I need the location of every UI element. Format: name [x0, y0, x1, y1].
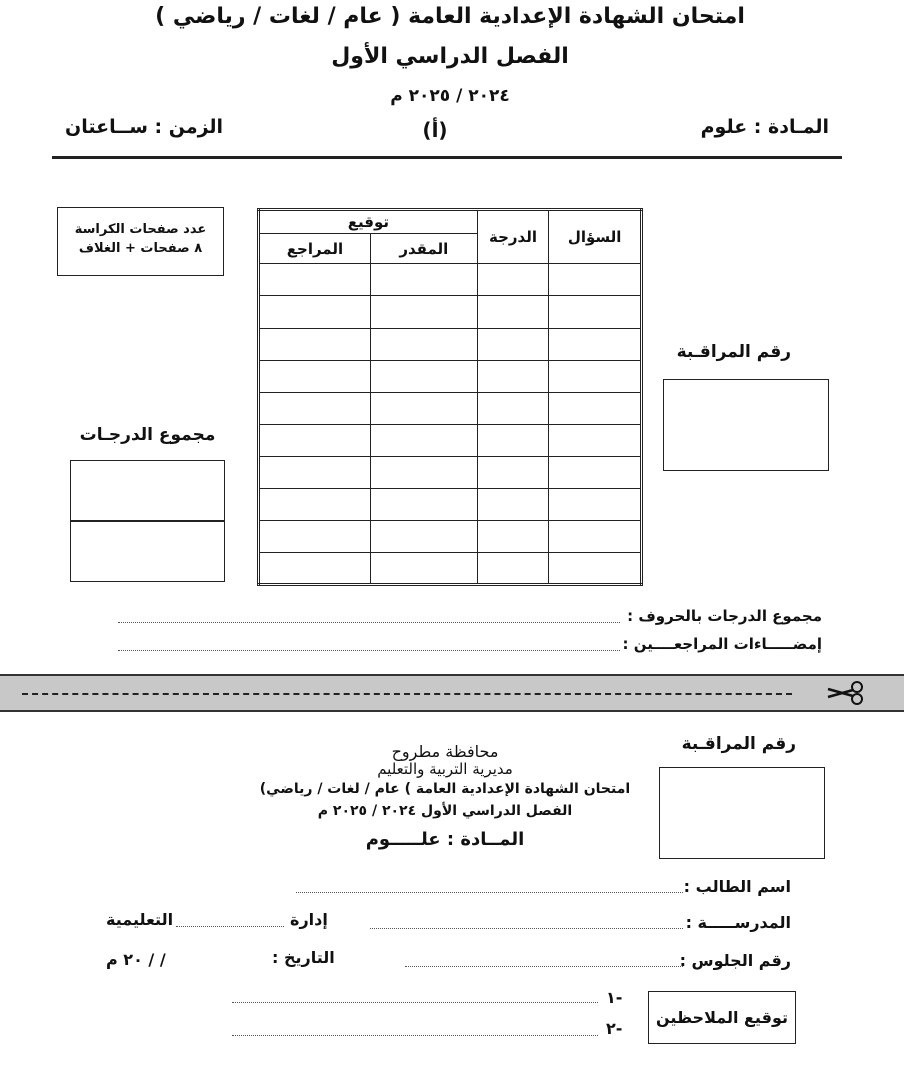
question-cell[interactable]: [549, 328, 642, 360]
pages-count-line2: ٨ صفحات + الغلاف: [78, 241, 203, 256]
question-cell[interactable]: [549, 456, 642, 488]
exam-title-2: امتحان الشهادة الإعدادية العامة ) عام / لغات / رياضي): [259, 781, 631, 797]
grades-table-body: [259, 264, 642, 585]
assessor-cell[interactable]: [370, 456, 477, 488]
governorate-name: محافظة مطروح: [391, 742, 499, 761]
exam-model: (أ): [422, 118, 448, 142]
exam-title: امتحان الشهادة الإعدادية العامة ( عام / لغات / رياضي ): [155, 4, 745, 29]
term-title: الفصل الدراسي الأول: [331, 44, 569, 69]
grade-cell[interactable]: [477, 520, 549, 552]
observer-line-1-field[interactable]: [232, 1002, 598, 1003]
col-assessor-header: المقدر: [370, 234, 477, 264]
term-title-2: الفصل الدراسي الأول ٢٠٢٤ / ٢٠٢٥ م: [317, 803, 573, 819]
question-cell[interactable]: [549, 552, 642, 584]
reviewer-cell[interactable]: [259, 488, 371, 520]
observer-number-box[interactable]: [663, 379, 829, 471]
grades-table: [257, 208, 643, 586]
assessor-cell[interactable]: [370, 360, 477, 392]
school-label: المدرســـــة :: [685, 913, 791, 932]
grades-row: [259, 456, 642, 488]
grades-row: [259, 520, 642, 552]
grade-cell[interactable]: [477, 296, 549, 328]
reviewer-cell[interactable]: [259, 328, 371, 360]
administration-field[interactable]: [176, 926, 284, 927]
seat-number-label: رقم الجلوس :: [679, 951, 791, 970]
col-grade-header: الدرجة: [477, 210, 549, 264]
question-cell[interactable]: [549, 392, 642, 424]
col-question-header: السؤال: [549, 210, 642, 264]
grades-row: [259, 424, 642, 456]
question-cell[interactable]: [549, 296, 642, 328]
reviewer-cell[interactable]: [259, 520, 371, 552]
student-name-label: اسم الطالب :: [683, 877, 791, 896]
observer-line-2-field[interactable]: [232, 1035, 598, 1036]
assessor-cell[interactable]: [370, 552, 477, 584]
educational-label: التعليمية: [106, 910, 174, 929]
reviewer-cell[interactable]: [259, 456, 371, 488]
assessor-cell[interactable]: [370, 424, 477, 456]
total-box-divider: [71, 520, 224, 522]
grade-cell[interactable]: [477, 488, 549, 520]
observer-line-2-number: -٢: [606, 1019, 623, 1038]
scissors-icon: [826, 680, 866, 706]
reviewers-signatures-field[interactable]: [118, 650, 620, 651]
header-divider: [52, 156, 842, 159]
grade-cell[interactable]: [477, 360, 549, 392]
student-name-field[interactable]: [296, 892, 683, 893]
grades-row: [259, 328, 642, 360]
subject-label: المـادة : علوم: [700, 116, 829, 138]
reviewer-cell[interactable]: [259, 264, 371, 296]
grades-row: [259, 552, 642, 584]
reviewers-signatures-label: إمضـــــاءات المراجعــــين :: [622, 635, 822, 653]
date-label: التاريخ :: [272, 948, 335, 967]
administration-label: إدارة: [290, 910, 328, 929]
directorate-name: مديرية التربية والتعليم: [377, 760, 513, 778]
academic-year: ٢٠٢٤ / ٢٠٢٥ م: [390, 86, 510, 106]
col-reviewer-header: المراجع: [259, 234, 371, 264]
observer-number-label: رقم المراقـبة: [676, 342, 791, 362]
total-grades-label: مجموع الدرجـات: [79, 425, 216, 445]
question-cell[interactable]: [549, 264, 642, 296]
assessor-cell[interactable]: [370, 296, 477, 328]
reviewer-cell[interactable]: [259, 392, 371, 424]
school-field[interactable]: [370, 928, 683, 929]
grade-cell[interactable]: [477, 264, 549, 296]
grade-cell[interactable]: [477, 456, 549, 488]
grade-cell[interactable]: [477, 424, 549, 456]
date-field[interactable]: ٢٠ م / /: [106, 950, 166, 969]
assessor-cell[interactable]: [370, 520, 477, 552]
total-in-words-label: مجموع الدرجات بالحروف :: [627, 607, 822, 625]
grades-row: [259, 392, 642, 424]
seat-number-field[interactable]: [405, 966, 683, 967]
pages-count-line1: عدد صفحات الكراسة: [74, 222, 207, 237]
grades-row: [259, 264, 642, 296]
assessor-cell[interactable]: [370, 392, 477, 424]
duration-label: الزمن : ســاعتان: [65, 116, 224, 138]
col-signature-header: توقيع: [259, 210, 478, 234]
question-cell[interactable]: [549, 424, 642, 456]
question-cell[interactable]: [549, 520, 642, 552]
subject-label-2: المــادة : علـــــوم: [365, 829, 525, 850]
grades-row: [259, 360, 642, 392]
observer-line-1-number: -١: [606, 988, 623, 1007]
grade-cell[interactable]: [477, 328, 549, 360]
cut-line: [22, 693, 792, 695]
pages-count-box: [57, 207, 224, 276]
reviewer-cell[interactable]: [259, 424, 371, 456]
total-grades-box[interactable]: [70, 460, 225, 582]
grades-row: [259, 296, 642, 328]
observers-signature-box: توقيع الملاحظين: [648, 991, 796, 1044]
grades-row: [259, 488, 642, 520]
reviewer-cell[interactable]: [259, 360, 371, 392]
question-cell[interactable]: [549, 488, 642, 520]
reviewer-cell[interactable]: [259, 552, 371, 584]
grade-cell[interactable]: [477, 392, 549, 424]
assessor-cell[interactable]: [370, 264, 477, 296]
total-in-words-field[interactable]: [118, 622, 620, 623]
assessor-cell[interactable]: [370, 488, 477, 520]
reviewer-cell[interactable]: [259, 296, 371, 328]
observer-number-label-2: رقم المراقـبة: [681, 734, 796, 754]
assessor-cell[interactable]: [370, 328, 477, 360]
cut-strip: [0, 674, 904, 712]
observer-number-box-2[interactable]: [659, 767, 825, 859]
question-cell[interactable]: [549, 360, 642, 392]
grade-cell[interactable]: [477, 552, 549, 584]
